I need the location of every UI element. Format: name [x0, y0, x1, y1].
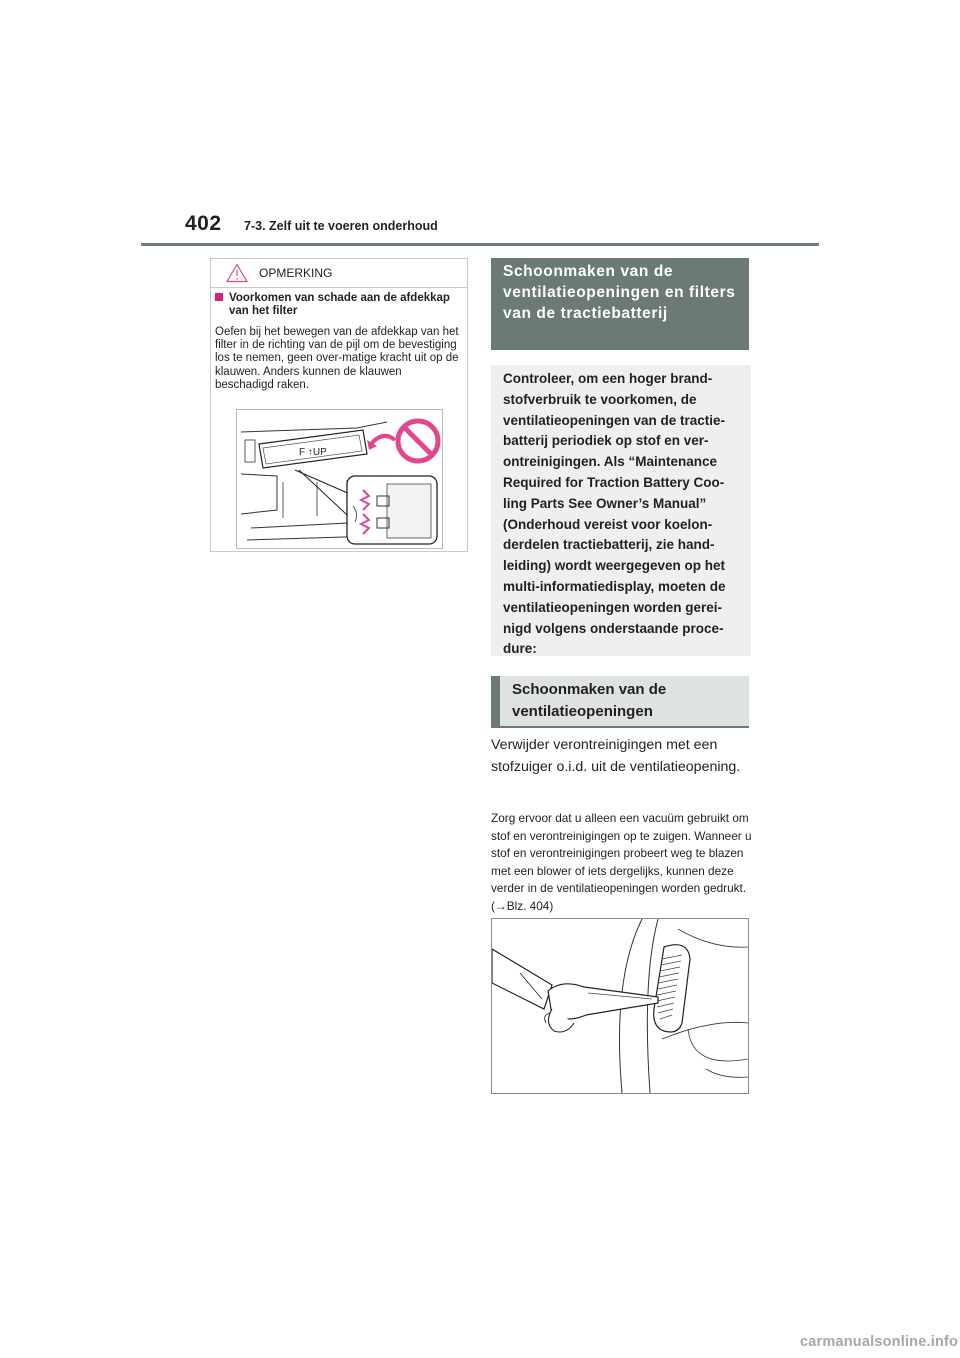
note-body: Zorg ervoor dat u alleen een vacuüm gebruikt om stof en verontreinigingen op te zuigen. Wanneer u stof en verontreinigingen probeert weg te blazen met een blower of iets dergelijks, kunnen deze verder in de ventilatieopeningen worden gedrukt.	[491, 811, 752, 896]
intro-box	[491, 365, 751, 656]
subheading: Schoonmaken van de ventilatieopeningen	[491, 676, 749, 728]
intro-line: ventilatieopeningen van de tractie-	[503, 412, 726, 428]
intro-line: ontreinigingen. Als “Maintenance	[503, 454, 718, 470]
notice-header	[211, 259, 467, 288]
notice-subhead	[215, 292, 461, 318]
intro-line: multi-informatiedisplay, moeten de	[503, 578, 726, 594]
filter-cover-illustration	[236, 409, 443, 549]
header-rule	[141, 243, 819, 246]
intro-line: Required for Traction Battery Coo-	[503, 474, 725, 490]
intro-line: (Onderhoud vereist voor koelon-	[503, 516, 713, 532]
intro-line: nigd volgens onderstaande proce-	[503, 620, 724, 636]
warning-triangle-icon	[226, 263, 248, 283]
bullet-square-icon	[215, 293, 223, 301]
vacuum-cleaning-illustration	[491, 918, 749, 1094]
intro-line: dure:	[503, 641, 537, 657]
intro-line: stofverbruik te voorkomen, de	[503, 391, 697, 407]
page-number: 402	[185, 212, 222, 235]
intro-line: ling Parts See Owner’s Manual”	[503, 495, 707, 511]
main-heading: Schoonmaken van de ventilatieopeningen en filters van de tractiebatterij	[491, 258, 749, 350]
step-text: Verwijder verontreinigingen met een stofzuiger o.i.d. uit de ventilatieopening.	[491, 737, 741, 775]
intro-line: Controleer, om een hoger brand-	[503, 371, 713, 386]
watermark: carmanualsonline.info	[800, 1334, 959, 1350]
section-title: 7-3. Zelf uit te voeren onderhoud	[244, 219, 438, 233]
intro-line: leiding) wordt weergegeven op het	[503, 558, 726, 574]
intro-line: batterij periodiek op stof en ver-	[503, 433, 709, 449]
notice-body: Oefen bij het bewegen van de afdekkap van het filter in de richting van de pijl om de bevestiging los te nemen, geen over-matige kracht uit op de klauwen. Anders kunnen de klauwen beschadigd raken.	[215, 326, 459, 391]
filter-label: F ↑UP	[299, 447, 327, 458]
note-text	[491, 810, 753, 916]
intro-line: derdelen tractiebatterij, zie hand-	[503, 537, 715, 553]
notice-title: OPMERKING	[259, 266, 333, 280]
notice-box	[210, 258, 468, 552]
page-reference: (→Blz. 404)	[491, 898, 554, 913]
intro-line: ventilatieopeningen worden gerei-	[503, 599, 723, 615]
notice-subhead-text: Voorkomen van schade aan de afdekkap van het filter	[229, 292, 450, 317]
